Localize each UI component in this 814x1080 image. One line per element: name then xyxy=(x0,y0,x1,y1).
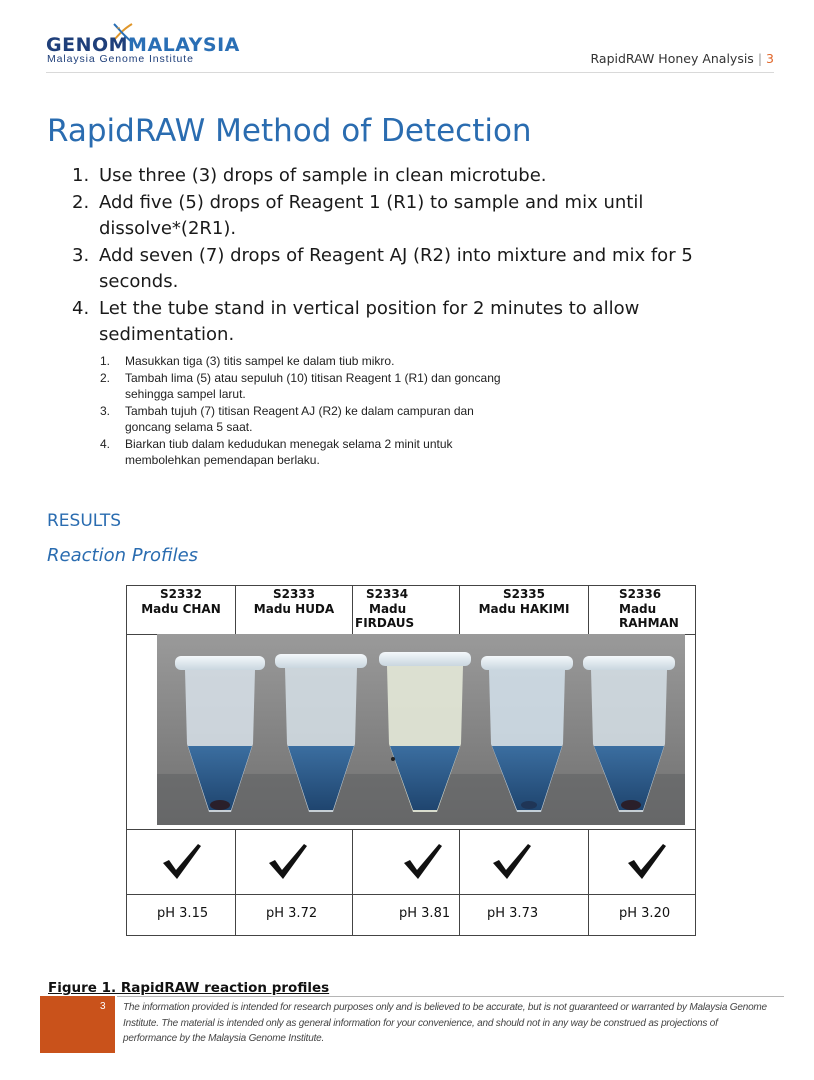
method-steps xyxy=(72,163,712,349)
step-number: 1. xyxy=(72,165,90,186)
ph-cell xyxy=(236,894,353,935)
ph-cell xyxy=(127,894,236,935)
checkmark-icon xyxy=(625,841,669,881)
step-text: Tambah tujuh (7) titisan Reagent AJ (R2) ke dalam campuran dan goncang selama 5 saat. xyxy=(125,403,474,434)
check-cell xyxy=(460,829,589,894)
step-text: Let the tube stand in vertical position for 2 minutes to allow sedimentation. xyxy=(99,297,640,345)
ph-value: pH 3.20 xyxy=(619,906,671,921)
step-number: 3. xyxy=(72,244,90,266)
checkmark-icon xyxy=(266,841,310,881)
list-item xyxy=(72,243,712,296)
sample-code: S2332 xyxy=(159,587,203,601)
list-item xyxy=(100,403,520,436)
sample-code: S2336 xyxy=(619,587,662,601)
sample-name: Madu CHAN xyxy=(141,601,221,616)
reaction-profiles-table xyxy=(126,585,696,936)
check-cell xyxy=(127,829,236,894)
ph-cell xyxy=(460,894,589,935)
list-item xyxy=(72,190,712,243)
check-cell xyxy=(353,829,460,894)
list-item xyxy=(100,353,520,370)
page-title: RapidRAW Method of Detection xyxy=(47,113,532,149)
sample-code: S2334 xyxy=(366,587,409,601)
step-text: Biarkan tiub dalam kedudukan menegak selama 2 minit untuk membolehkan pemendapan berlaku. xyxy=(125,436,453,467)
logo-word-malaysia: MALAYSIA xyxy=(128,34,240,56)
step-text: Add five (5) drops of Reagent 1 (R1) to sample and mix until dissolve*(2R1). xyxy=(99,191,644,239)
sample-header-cell xyxy=(589,586,695,634)
logo-subtitle: Malaysia Genome Institute xyxy=(47,53,194,65)
step-number: 2. xyxy=(72,191,90,213)
ph-value: pH 3.72 xyxy=(266,906,318,921)
sample-header-cell xyxy=(127,586,236,634)
sample-name: Madu HAKIMI xyxy=(478,601,570,616)
footer-page-number: 3 xyxy=(100,1001,106,1012)
step-number: 2. xyxy=(100,370,111,385)
sample-name: Madu xyxy=(619,601,657,616)
check-row xyxy=(127,829,695,895)
header-doc-name: RapidRAW Honey Analysis xyxy=(590,51,754,66)
check-cell xyxy=(236,829,353,894)
sample-name-line2: FIRDAUS xyxy=(355,616,415,630)
sample-header-cell xyxy=(460,586,589,634)
step-number: 3. xyxy=(100,403,111,418)
ph-value: pH 3.81 xyxy=(399,906,451,921)
step-number: 4. xyxy=(72,297,90,319)
step-number: 1. xyxy=(100,354,111,368)
step-text: Tambah lima (5) atau sepuluh (10) titisan Reagent 1 (R1) dan goncang sehingga sampel larut. xyxy=(125,370,501,401)
ph-cell xyxy=(589,894,695,935)
ph-row xyxy=(127,894,695,935)
sample-name: Madu HUDA xyxy=(253,601,335,616)
malay-method-steps xyxy=(100,353,520,469)
footer-disclaimer: The information provided is intended for research purposes only and is believed to be accurate, but is not guaranteed or warranted by Malaysia Genome Institute. The material is intended only as general information for your convenience, and should not in any way be construed as projections of performance by the Malaysia Genome Institute. xyxy=(123,1002,767,1044)
logo-word-genom: GENOM xyxy=(46,34,129,56)
sample-name: Madu xyxy=(369,601,407,616)
checkmark-icon xyxy=(160,841,204,881)
step-text: Add seven (7) drops of Reagent AJ (R2) into mixture and mix for 5 seconds. xyxy=(99,244,693,292)
microtube-photo xyxy=(157,634,685,825)
step-text: Use three (3) drops of sample in clean microtube. xyxy=(99,165,547,186)
step-number: 4. xyxy=(100,436,111,451)
figure-caption: Figure 1. RapidRAW reaction profiles xyxy=(48,980,330,996)
list-item xyxy=(100,436,520,469)
checkmark-icon xyxy=(401,841,445,881)
header-separator: | xyxy=(757,51,763,66)
footer-divider xyxy=(117,996,784,997)
list-item xyxy=(100,370,520,403)
check-cell xyxy=(589,829,695,894)
sample-name-line2: RAHMAN xyxy=(619,616,679,630)
sample-code: S2333 xyxy=(272,587,316,601)
ph-value: pH 3.73 xyxy=(487,906,539,921)
sample-header-cell xyxy=(353,586,460,634)
results-heading: RESULTS xyxy=(47,511,122,531)
list-item xyxy=(72,163,712,190)
sample-code: S2335 xyxy=(502,587,546,601)
tube-photo-row xyxy=(127,634,695,830)
ph-cell xyxy=(353,894,460,935)
reaction-profiles-heading: Reaction Profiles xyxy=(47,545,199,566)
checkmark-icon xyxy=(490,841,534,881)
list-item xyxy=(72,296,712,349)
ph-value: pH 3.15 xyxy=(157,906,209,921)
table-header-row xyxy=(127,586,695,635)
sample-header-cell xyxy=(236,586,353,634)
header-doc-title xyxy=(591,51,775,66)
header-page-number: 3 xyxy=(766,51,774,66)
logo xyxy=(46,22,246,66)
step-text: Masukkan tiga (3) titis sampel ke dalam tiub mikro. xyxy=(125,354,395,368)
header-divider xyxy=(46,72,774,73)
